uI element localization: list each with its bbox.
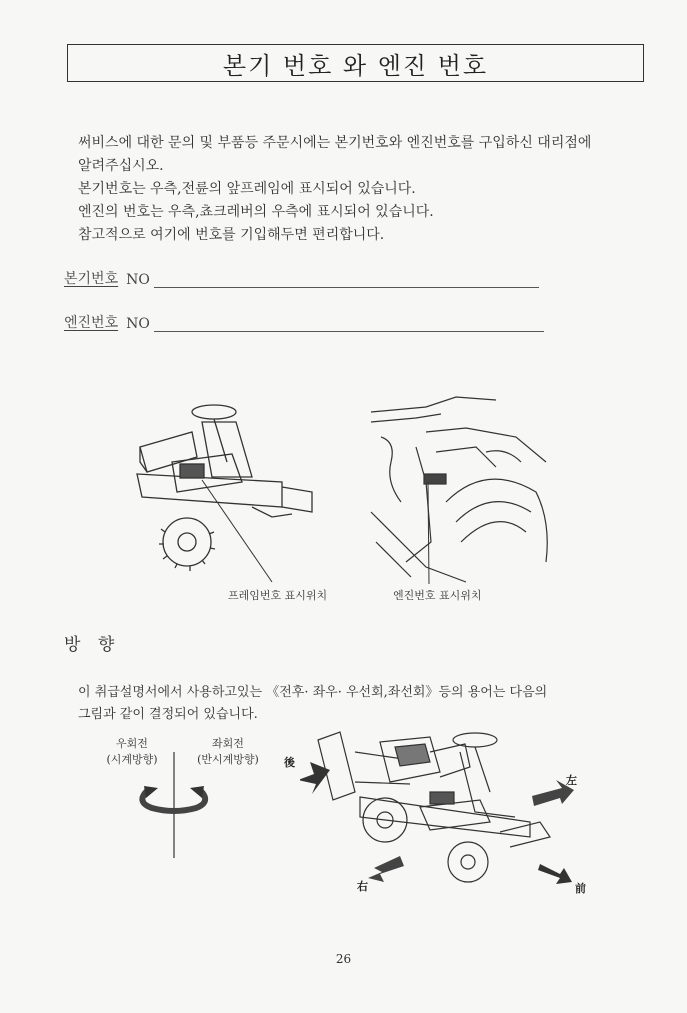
front-wheel	[163, 518, 211, 566]
front-label: 前	[575, 882, 586, 895]
engine-number-no: NO	[126, 316, 150, 332]
rotation-diagram	[130, 750, 220, 860]
engine-number-plate	[424, 474, 446, 484]
page-number: 26	[335, 952, 352, 966]
intro-line: 엔진의 번호는 우측,쵸크레버의 우측에 표시되어 있습니다.	[78, 204, 434, 220]
left-turn-sub: (반시계방향)	[197, 753, 259, 766]
intro-line: 참고적으로 여기에 번호를 기입해두면 편리합니다.	[78, 227, 385, 243]
right-turn-text: 우회전	[116, 737, 148, 750]
right-turn-sub: (시계방향)	[106, 753, 158, 766]
engine-location-figure	[366, 392, 556, 592]
frame-number-plate	[180, 464, 204, 478]
direction-line: 그림과 같이 결정되어 있습니다.	[78, 707, 258, 722]
intro-line: 본기번호는 우측,전륜의 앞프레임에 표시되어 있습니다.	[78, 181, 416, 197]
engine-location-caption: 엔진번호 표시위치	[393, 589, 482, 602]
intro-line: 써비스에 대한 문의 및 부품등 주문시에는 본기번호와 엔진번호를 구입하신 대리점에	[78, 135, 592, 151]
left-turn-text: 좌회전	[212, 737, 244, 750]
rear-label: 後	[284, 756, 295, 769]
blade	[318, 732, 355, 800]
frame-number-label: 본기번호	[64, 271, 119, 287]
direction-heading: 방 향	[64, 635, 121, 655]
engine-number-line[interactable]	[154, 315, 544, 332]
engine-number-label: 엔진번호	[64, 315, 119, 331]
right-label: 右	[357, 880, 368, 893]
frame-number-field[interactable]	[64, 268, 539, 288]
direction-line: 이 취급설명서에서 사용하고있는 《전후· 좌우· 우선회,좌선회》등의 용어는 다음의	[78, 685, 548, 700]
engine-number-field[interactable]	[64, 312, 544, 332]
steering-wheel	[192, 405, 236, 419]
intro-line: 알려주십시오.	[78, 158, 164, 174]
intro-paragraph	[78, 132, 638, 247]
right-arrow-icon	[368, 856, 404, 882]
frame-number-line[interactable]	[154, 271, 539, 288]
direction-paragraph	[78, 682, 638, 726]
frame-location-figure	[132, 392, 332, 592]
front-arrow-icon	[538, 864, 572, 884]
direction-figure	[300, 722, 590, 897]
page-title-text: 본기 번호 와 엔진 번호	[222, 51, 489, 80]
page-title	[67, 44, 644, 82]
left-label: 左	[566, 774, 577, 787]
right-front-wheel	[448, 842, 488, 882]
rear-arrow-icon	[300, 762, 330, 794]
frame-number-no: NO	[126, 272, 150, 288]
frame-location-caption: 프레임번호 표시위치	[228, 589, 328, 602]
